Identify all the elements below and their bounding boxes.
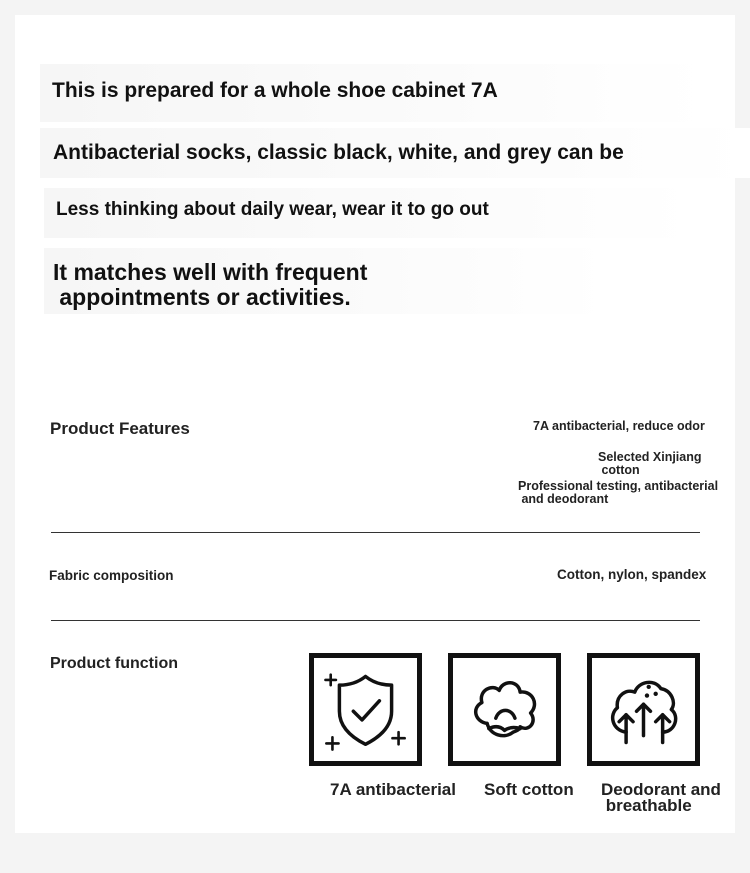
- feature-item-antibacterial: 7A antibacterial, reduce odor: [533, 419, 705, 433]
- headline-appointments: It matches well with frequent appointments or activities.: [44, 248, 609, 314]
- function-tile-soft-cotton: [448, 653, 561, 766]
- cotton-boll-icon: [461, 666, 548, 753]
- function-tile-deodorant: [587, 653, 700, 766]
- function-caption-soft-cotton: Soft cotton: [484, 780, 574, 799]
- fabric-composition-title: Fabric composition: [49, 568, 174, 583]
- headline-antibacterial-colors: Antibacterial socks, classic black, white, and grey can be: [40, 128, 750, 178]
- divider: [51, 620, 700, 621]
- product-function-title: Product function: [50, 655, 178, 672]
- feature-item-testing: Professional testing, antibacterial and deodorant: [518, 479, 719, 506]
- shield-check-icon: [322, 666, 409, 753]
- function-caption-antibacterial: 7A antibacterial: [330, 780, 456, 799]
- function-tile-antibacterial: [309, 653, 422, 766]
- trees-arrows-icon: [600, 666, 687, 753]
- headline-shoe-cabinet: This is prepared for a whole shoe cabinet 7A: [40, 64, 710, 122]
- feature-item-cotton: Selected Xinjiang cotton: [598, 450, 702, 477]
- fabric-composition-value: Cotton, nylon, spandex: [557, 567, 707, 582]
- headline-daily-wear: Less thinking about daily wear, wear it to go out: [44, 188, 694, 238]
- function-caption-deodorant: Deodorant and breathable: [601, 780, 721, 815]
- divider: [51, 532, 700, 533]
- product-features-title: Product Features: [50, 419, 190, 438]
